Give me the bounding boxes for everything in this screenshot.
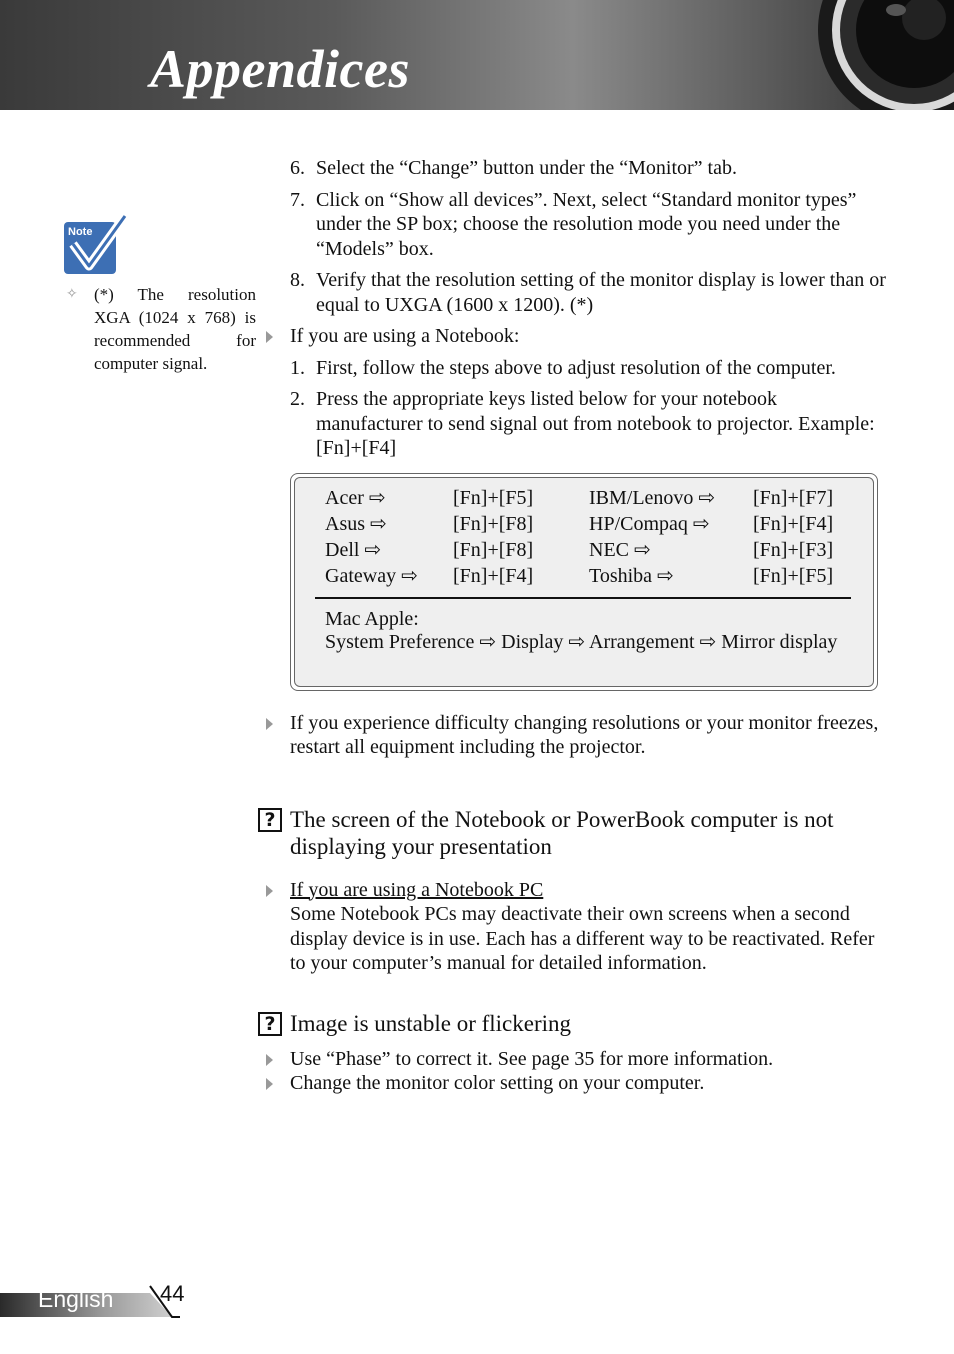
table-row — [295, 538, 873, 564]
key-cell: [Fn]+[F5] — [753, 564, 834, 587]
sidebar-note — [66, 283, 256, 375]
bullet-text: If you experience difficulty changing resolutions or your monitor freezes, restart all equipment including the projector. — [290, 711, 879, 758]
step-item — [262, 356, 887, 381]
step-number: 8. — [290, 269, 305, 291]
question-title: Image is unstable or flickering — [290, 1010, 572, 1036]
page-number: 44 — [160, 1281, 185, 1306]
step-number: 7. — [290, 188, 305, 211]
step-number: 6. — [290, 157, 305, 179]
question-icon: ? — [258, 1012, 282, 1036]
answer-text: Some Notebook PCs may deactivate their own screens when a second display device is in use. Each has a different way to be reactivated. Refer to your computer’s manual for detailed information. — [290, 903, 875, 974]
key-cell: [Fn]+[F4] — [453, 564, 534, 587]
question-icon: ? — [258, 808, 282, 832]
brand-cell: Gateway ⇨ — [325, 564, 418, 587]
subheading-link: If you are using a Notebook PC — [290, 878, 544, 901]
table-row — [295, 512, 873, 538]
bullet-item — [262, 324, 887, 349]
triangle-bullet-icon — [266, 1078, 273, 1090]
hotkey-table — [290, 473, 878, 691]
key-cell: [Fn]+[F4] — [753, 512, 834, 535]
step-number: 2. — [290, 388, 305, 410]
brand-cell: Asus ⇨ — [325, 512, 387, 535]
page-title: Appendices — [150, 39, 410, 99]
mac-title: Mac Apple: — [325, 607, 419, 630]
footer-language: English — [38, 1286, 114, 1312]
key-cell: [Fn]+[F5] — [453, 486, 534, 509]
bullet-item — [262, 878, 887, 976]
step-text: Click on “Show all devices”. Next, select “Standard monitor types” under the SP box; choose the resolution mode you need under the “Models” box. — [316, 188, 857, 260]
note-label: Note — [68, 226, 93, 238]
bullet-item — [262, 711, 887, 760]
brand-cell: Toshiba ⇨ — [589, 564, 674, 587]
step-text: Select the “Change” button under the “Monitor” tab. — [316, 157, 737, 179]
brand-cell: Acer ⇨ — [325, 486, 386, 509]
main-content — [262, 156, 887, 1103]
note-check-icon — [63, 214, 129, 276]
mac-instructions — [325, 608, 853, 654]
bullet-text: Change the monitor color setting on your computer. — [290, 1072, 705, 1094]
key-cell: [Fn]+[F8] — [453, 538, 534, 561]
step-text: Verify that the resolution setting of the monitor display is lower than or equal to UXGA (1600 x 1200). (*) — [316, 269, 886, 316]
step-item — [262, 268, 887, 317]
triangle-bullet-icon — [266, 718, 273, 730]
step-item — [262, 387, 887, 461]
hotkey-table-inner — [294, 477, 874, 687]
table-row — [295, 486, 873, 512]
key-cell: [Fn]+[F7] — [753, 486, 834, 509]
step-number: 1. — [290, 356, 305, 379]
brand-cell: NEC ⇨ — [589, 538, 651, 561]
brand-cell: HP/Compaq ⇨ — [589, 512, 710, 535]
note-text: (*) The resolution XGA (1024 x 768) is recommended for computer signal. — [94, 285, 256, 373]
step-item — [262, 156, 887, 181]
bullet-text: Use “Phase” to correct it. See page 35 for more information. — [290, 1047, 774, 1070]
key-cell: [Fn]+[F3] — [753, 538, 834, 561]
key-cell: [Fn]+[F8] — [453, 512, 534, 535]
triangle-bullet-icon — [266, 331, 273, 343]
bullet-text: If you are using a Notebook: — [290, 325, 520, 347]
table-divider — [315, 597, 851, 599]
question-heading — [262, 1010, 887, 1037]
bullet-item — [262, 1071, 887, 1096]
bullet-item — [262, 1047, 887, 1072]
triangle-bullet-icon — [266, 1054, 273, 1066]
diamond-bullet-icon: ✧ — [66, 287, 78, 302]
projector-lens-icon — [784, 0, 954, 110]
question-heading — [262, 806, 887, 860]
table-row — [295, 564, 873, 590]
triangle-bullet-icon — [266, 885, 273, 897]
question-title: The screen of the Notebook or PowerBook computer is not displaying your presentation — [290, 806, 834, 859]
step-text: Press the appropriate keys listed below for your notebook manufacturer to send signal out from notebook to projector. Example: [Fn]+[F4] — [316, 388, 875, 459]
page-header — [0, 0, 954, 110]
step-item — [262, 188, 887, 262]
brand-cell: Dell ⇨ — [325, 538, 382, 561]
step-text: First, follow the steps above to adjust resolution of the computer. — [316, 356, 836, 379]
mac-path: System Preference ⇨ Display ⇨ Arrangement ⇨ Mirror display — [325, 630, 838, 653]
brand-cell: IBM/Lenovo ⇨ — [589, 486, 716, 509]
